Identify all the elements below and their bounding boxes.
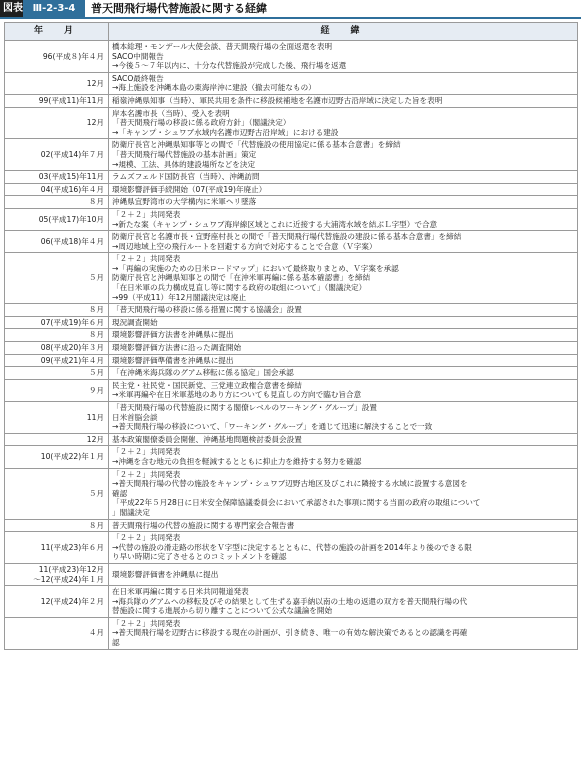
table-row xyxy=(5,41,578,73)
table-row xyxy=(5,316,578,329)
row-date xyxy=(5,208,109,230)
row-events xyxy=(109,563,578,585)
row-date xyxy=(5,316,109,329)
row-events xyxy=(109,329,578,342)
event-line: 認 xyxy=(112,638,120,648)
row-events xyxy=(109,183,578,196)
row-events xyxy=(109,72,578,94)
event-line: 日米首脳会談 xyxy=(112,412,158,422)
event-line: →「再編の実施のための日米ロードマップ」において最終取りまとめ、Ｖ字案を承認 xyxy=(112,263,399,273)
row-events xyxy=(109,171,578,184)
column-header-date: 年 月 xyxy=(5,23,109,41)
row-date-text: 96(平成８)年４月 xyxy=(42,51,104,61)
row-events xyxy=(109,519,578,532)
row-date xyxy=(5,196,109,209)
row-events xyxy=(109,94,578,107)
event-line: 「２＋２」共同発表 xyxy=(112,618,181,628)
table-row xyxy=(5,196,578,209)
table-row xyxy=(5,367,578,380)
row-date-text: ５月 xyxy=(88,368,104,378)
row-date xyxy=(5,139,109,171)
event-line: 橋本総理・モンデール大使会談、普天間飛行場の全面返還を表明 xyxy=(112,42,333,51)
row-events xyxy=(109,41,578,73)
row-date xyxy=(5,253,109,304)
figure-label: 図表 xyxy=(0,0,26,17)
row-date-text: ８月 xyxy=(88,330,104,340)
table-body xyxy=(5,41,578,650)
row-date xyxy=(5,342,109,355)
row-events xyxy=(109,402,578,434)
row-date-text: 08(平成20)年３月 xyxy=(40,343,104,353)
event-line: →普天間飛行場の移設について、「ワーキング・グループ」を通じて迅速に解決することで一致 xyxy=(112,422,433,432)
row-date xyxy=(5,41,109,73)
table-header-row xyxy=(5,23,578,41)
table-row xyxy=(5,563,578,585)
row-date xyxy=(5,94,109,107)
event-line: 「２＋２」共同発表 xyxy=(112,254,181,264)
event-line: 環境影響評価準備書を沖縄県に提出 xyxy=(112,355,234,365)
row-date-text: 11(平成23)年12月 xyxy=(38,564,104,574)
row-date xyxy=(5,446,109,468)
event-line: り早い時期に完了させるとのコミットメントを確認 xyxy=(112,552,287,562)
table-row xyxy=(5,468,578,519)
event-line: 「普天間飛行場代替施設の基本計画」策定 xyxy=(112,149,257,159)
row-date-text: 12月 xyxy=(86,78,104,88)
row-date-text: ５月 xyxy=(88,488,104,498)
row-date xyxy=(5,171,109,184)
row-events xyxy=(109,107,578,139)
table-row xyxy=(5,354,578,367)
row-events xyxy=(109,139,578,171)
row-events xyxy=(109,617,578,649)
event-line: →99（平成11）年12月閣議決定は廃止 xyxy=(112,292,247,302)
row-date-text: 02(平成14)年７月 xyxy=(40,149,104,159)
row-events xyxy=(109,433,578,446)
table-row xyxy=(5,304,578,317)
event-line: 稲嶺沖縄県知事（当時）、軍民共用を条件に移設候補地を名護市辺野古沿岸域に決定した旨を表明 xyxy=(112,95,443,105)
row-date xyxy=(5,183,109,196)
row-date xyxy=(5,231,109,253)
row-date xyxy=(5,433,109,446)
table-row xyxy=(5,107,578,139)
row-events xyxy=(109,532,578,564)
event-line: 在日米軍再編に関する日米共同報道発表 xyxy=(112,587,249,597)
event-line: 沖縄県宜野湾市の大学構内に米軍ヘリ墜落 xyxy=(112,197,257,207)
table-row xyxy=(5,253,578,304)
row-events xyxy=(109,304,578,317)
row-date-text: 99(平成11)年11月 xyxy=(38,95,104,105)
row-date-text: ５月 xyxy=(88,273,104,283)
event-line: →海上施設を沖縄本島の東海岸沖に建設（撤去可能なもの） xyxy=(112,83,316,93)
row-date-text: 06(平成18)年４月 xyxy=(40,236,104,246)
table-row xyxy=(5,617,578,649)
table-row xyxy=(5,433,578,446)
event-line: 「２＋２」共同発表 xyxy=(112,533,181,543)
row-events xyxy=(109,354,578,367)
header-rule xyxy=(0,17,581,19)
row-date xyxy=(5,329,109,342)
row-date xyxy=(5,72,109,94)
event-line: 環境影響評価方法書を沖縄県に提出 xyxy=(112,330,234,340)
row-date-text: 10(平成22)年１月 xyxy=(40,452,104,462)
row-events xyxy=(109,208,578,230)
table-row xyxy=(5,72,578,94)
table-row xyxy=(5,94,578,107)
table-row xyxy=(5,171,578,184)
row-events xyxy=(109,586,578,618)
row-date xyxy=(5,563,109,585)
event-line: 「２＋２」共同発表 xyxy=(112,209,181,219)
event-line: 防衛庁長官と名護市長・宜野座村長との間で「普天間飛行場代替施設の建設に係る基本合意書」を締結 xyxy=(112,232,462,242)
event-line: 「平成22年５月28日に日米安全保障協議委員会において承認された事項に関する当面の政府の取組について xyxy=(112,498,481,508)
row-events xyxy=(109,231,578,253)
row-events xyxy=(109,468,578,519)
row-date xyxy=(5,468,109,519)
row-date-text: 05(平成17)年10月 xyxy=(38,214,104,224)
event-line: →代替の施設の滑走路の形状をＶ字型に決定するとともに、代替の施設の計画を2014年より後のできる限 xyxy=(112,542,472,552)
row-date-text: ８月 xyxy=(88,197,104,207)
table-row xyxy=(5,532,578,564)
row-events xyxy=(109,196,578,209)
event-line: 「在沖縄米海兵隊のグアム移転に係る協定」国会承認 xyxy=(112,368,294,378)
event-line: 「２＋２」共同発表 xyxy=(112,469,181,479)
column-header-events: 経 緯 xyxy=(109,23,578,41)
event-line: →普天間飛行場の代替の施設をキャンプ・シュワブ辺野古地区及びこれに隣接する水域に設置する意図を xyxy=(112,479,468,489)
event-line: 普天間飛行場の代替の施設に関する専門家会合報告書 xyxy=(112,520,295,530)
event-line: →今後５～７年以内に、十分な代替施設が完成した後、飛行場を返還 xyxy=(112,61,347,71)
row-date-text: ８月 xyxy=(88,305,104,315)
event-line: 「普天間飛行場の移設に係る措置に関する協議会」設置 xyxy=(112,305,302,315)
row-date xyxy=(5,379,109,401)
table-row xyxy=(5,519,578,532)
event-line: SACO中間報告 xyxy=(112,51,164,61)
event-line: →規模、工法、具体的建設場所などを決定 xyxy=(112,159,256,169)
row-date-text: ４月 xyxy=(88,628,104,638)
event-line: →「キャンプ・シュワブ水域内名護市辺野古沿岸域」における建設 xyxy=(112,127,339,137)
event-line: 替施設に関する進展から切り離すことについて公式な議論を開始 xyxy=(112,606,333,616)
row-events xyxy=(109,379,578,401)
row-date-text: 11(平成23)年６月 xyxy=(40,542,104,552)
event-line: →海兵隊のグアムへの移転及びその結果として生ずる嘉手納以南の土地の返還の双方を普天間飛行場の代 xyxy=(112,596,468,606)
event-line: →沖縄を含む地元の負担を軽減するとともに抑止力を維持する努力を確認 xyxy=(112,456,362,466)
table-row xyxy=(5,329,578,342)
table-row xyxy=(5,183,578,196)
row-date xyxy=(5,367,109,380)
table-row xyxy=(5,208,578,230)
row-date xyxy=(5,354,109,367)
event-line: 現況調査開始 xyxy=(112,317,158,327)
row-date-text: 04(平成16)年４月 xyxy=(40,184,104,194)
row-events xyxy=(109,316,578,329)
table-row xyxy=(5,231,578,253)
row-date-text: 11月 xyxy=(86,412,104,422)
event-line: 「普天間飛行場の代替施設に関する閣僚レベルのワーキング・グループ」設置 xyxy=(112,403,377,412)
event-line: 環境影響評価手続開始（07(平成19)年廃止） xyxy=(112,184,267,194)
table-row xyxy=(5,139,578,171)
event-line: 防衛庁長官と沖縄県知事との間で「在沖米軍再編に係る基本確認書」を締結 xyxy=(112,273,371,283)
row-events xyxy=(109,367,578,380)
figure-number: Ⅲ-2-3-4 xyxy=(23,0,85,17)
table-row xyxy=(5,342,578,355)
row-date-text: 12月 xyxy=(86,118,104,128)
event-line: 民主党・社民党・国民新党、三党連立政権合意書を締結 xyxy=(112,380,302,390)
event-line: 確認 xyxy=(112,488,128,498)
event-line: 「在日米軍の兵力構成見直し等に関する政府の取組について」（閣議決定） xyxy=(112,283,367,293)
event-line: →新たな案（キャンプ・シュワブ海岸線区域とこれに近接する大浦湾水域を結ぶＬ字型）で合意 xyxy=(112,219,438,229)
event-line: 基本政策閣僚委員会開催、沖縄基地問題検討委員会設置 xyxy=(112,434,302,444)
row-date xyxy=(5,617,109,649)
event-line: 防衛庁長官と沖縄県知事等との間で「代替施設の使用協定に係る基本合意書」を締結 xyxy=(112,140,401,150)
table-row xyxy=(5,586,578,618)
event-line: 「２＋２」共同発表 xyxy=(112,447,181,457)
row-date-text: 07(平成19)年６月 xyxy=(40,317,104,327)
table-row xyxy=(5,379,578,401)
history-table xyxy=(4,22,578,650)
row-events xyxy=(109,446,578,468)
row-date-text: 03(平成15)年11月 xyxy=(38,172,104,182)
row-date xyxy=(5,304,109,317)
row-events xyxy=(109,253,578,304)
table-row xyxy=(5,402,578,434)
row-date-text: 12月 xyxy=(86,434,104,444)
row-date-text: 09(平成21)年４月 xyxy=(40,355,104,365)
event-line: 」閣議決定 xyxy=(112,507,150,517)
event-line: 環境影響評価書を沖縄県に提出 xyxy=(112,569,219,579)
row-date-text: ８月 xyxy=(88,520,104,530)
event-line: ラムズフェルド国防長官（当時）、沖縄訪問 xyxy=(112,172,260,182)
row-date xyxy=(5,532,109,564)
event-line: →周辺地域上空の飛行ルートを回避する方向で対応することで合意（Ｖ字案） xyxy=(112,241,377,251)
event-line: 環境影響評価方法書に沿った調査開始 xyxy=(112,343,242,353)
figure-title: 普天間飛行場代替施設に関する経緯 xyxy=(91,2,267,15)
row-date xyxy=(5,107,109,139)
row-date xyxy=(5,402,109,434)
row-date-text: 12(平成24)年２月 xyxy=(40,596,104,606)
event-line: →普天間飛行場を辺野古に移設する現在の計画が、引き続き、唯一の有効な解決策であるとの認識を再確 xyxy=(112,628,468,638)
row-date-text: ～12(平成24)年１月 xyxy=(33,574,104,584)
event-line: →米軍再編や在日米軍基地のあり方についても見直しの方向で臨む旨合意 xyxy=(112,390,362,400)
table-row xyxy=(5,446,578,468)
row-date-text: ９月 xyxy=(88,385,104,395)
event-line: 岸本名護市長（当時）、受入を表明 xyxy=(112,108,230,118)
figure-header xyxy=(0,0,581,17)
event-line: SACO最終報告 xyxy=(112,73,164,83)
row-events xyxy=(109,342,578,355)
row-date xyxy=(5,519,109,532)
event-line: 「普天間飛行場の移設に係る政府方針」（閣議決定） xyxy=(112,118,291,128)
row-date xyxy=(5,586,109,618)
